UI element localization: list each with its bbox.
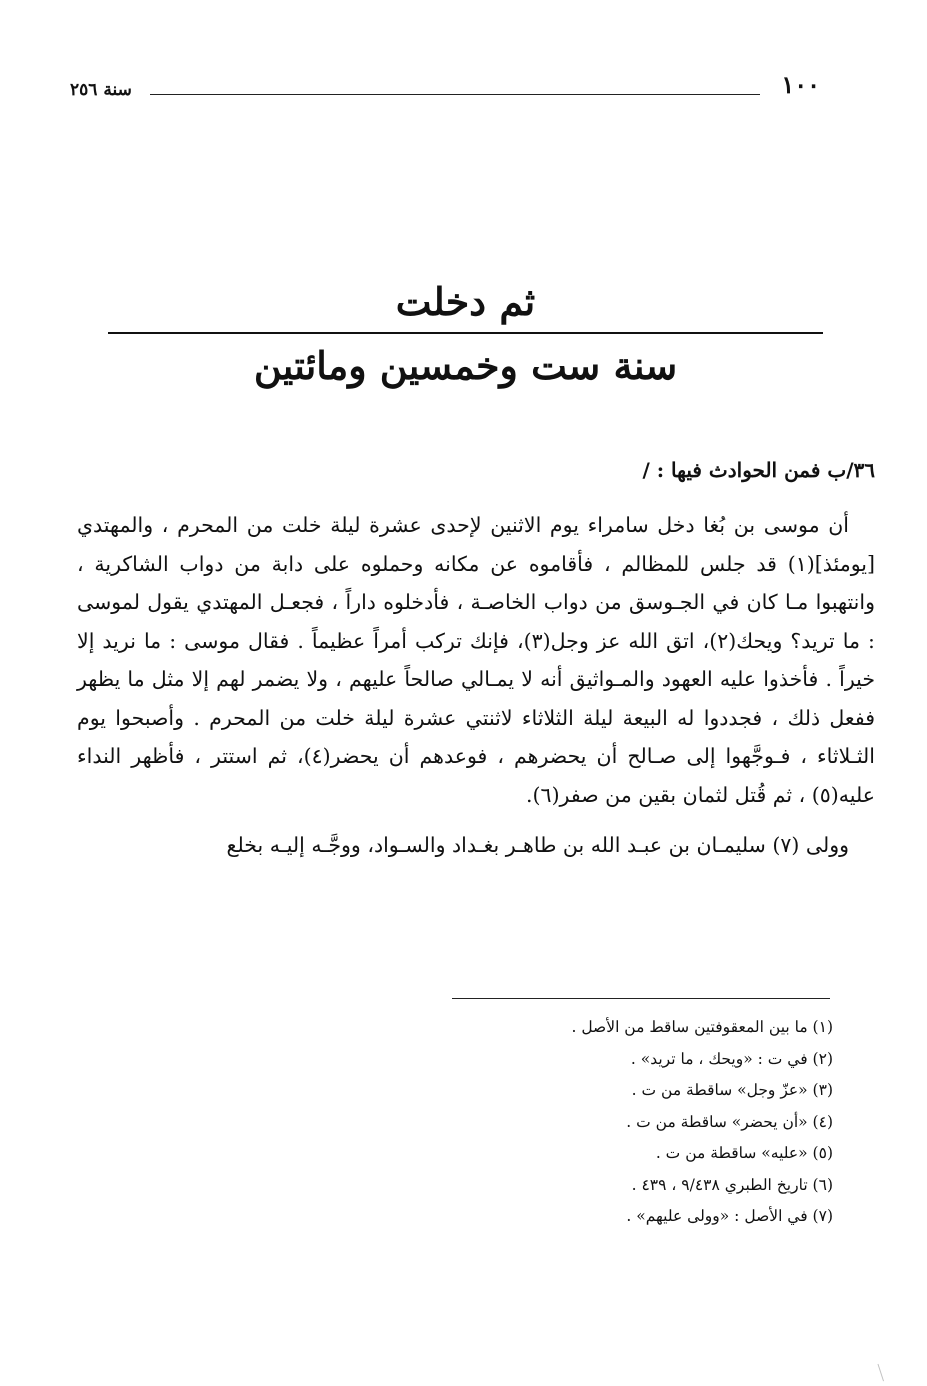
running-head-year: سنة ٢٥٦ [70,80,132,100]
footnote: (٣) «عزّ وجل» ساقطة من ت . [631,1081,833,1099]
footnote: (٢) في ت : «ويحك ، ما تريد» . [630,1049,833,1068]
footnote: (٥) «عليه» ساقطة من ت . [655,1144,833,1162]
body-text [77,506,875,865]
chapter-title [108,272,823,396]
footnote: (٧) في الأصل : «وولى عليهم» . [626,1207,833,1225]
paragraph: أن موسى بن بُغا دخل سامراء يوم الاثنين لإحدى عشرة ليلة خلت من المحرم ، والمهتدي [يومئذ](١) قد جلس للمظالم ، فأقاموه عن مكانه وحملوه على دابة من دواب الشاكرية ، وانتهبوا مـا كان في الجـوسق من دواب الخاصـة ، فأدخلوه داراً ، فجعـل المهتدي يقول لموسى : ما تريد؟ ويحك(٢)، اتق الله عز وجل(٣)، فإنك تركب أمراً عظيماً . فقال موسى : ما نريد إلا خيراً . فأخذوا عليه العهود والمـواثيق أنه لا يمـالي صالحاً عليهم ، ولا يضمر لهم إلا مثل ما يظهر ففعل ذلك ، فجددوا له البيعة ليلة الثلاثاء لاثنتي عشرة ليلة خلت من المحرم . وأصبحوا يوم الثـلاثاء ، فـوجَّهوا إلى صـالح أن يحضرهم ، فوعدهم أن يحضر(٤)، ثم استتر ، فأظهر النداء عليه(٥) ، ثم قُتل لثمان بقين من صفر(٦). [77,513,876,807]
footnote: (١) ما بين المعقوفتين ساقط من الأصل . [571,1018,833,1036]
header-rule [150,94,760,95]
footnote: (٦) تاريخ الطبري ٩/٤٣٨ ، ٤٣٩ . [631,1175,833,1194]
scan-artifact [877,1361,893,1382]
chapter-title-rule [108,332,823,334]
chapter-title-line-1: ثم دخلت [395,279,536,324]
footnote-separator [452,998,830,999]
paragraph: وولى (٧) سليمـان بن عبـد الله بن طاهـر بغـداد والسـواد، ووجَّـه إليـه بخلع [226,833,849,857]
running-header [70,70,820,106]
section-subheading: ٣٦/ب فمن الحوادث فيها : / [642,458,875,482]
footnote: (٤) «أن يحضر» ساقطة من ت . [626,1112,833,1131]
chapter-title-line-2: سنة ست وخمسين ومائتين [253,343,678,388]
footnotes [273,1012,833,1233]
page-number: ١٠٠ [781,70,820,99]
